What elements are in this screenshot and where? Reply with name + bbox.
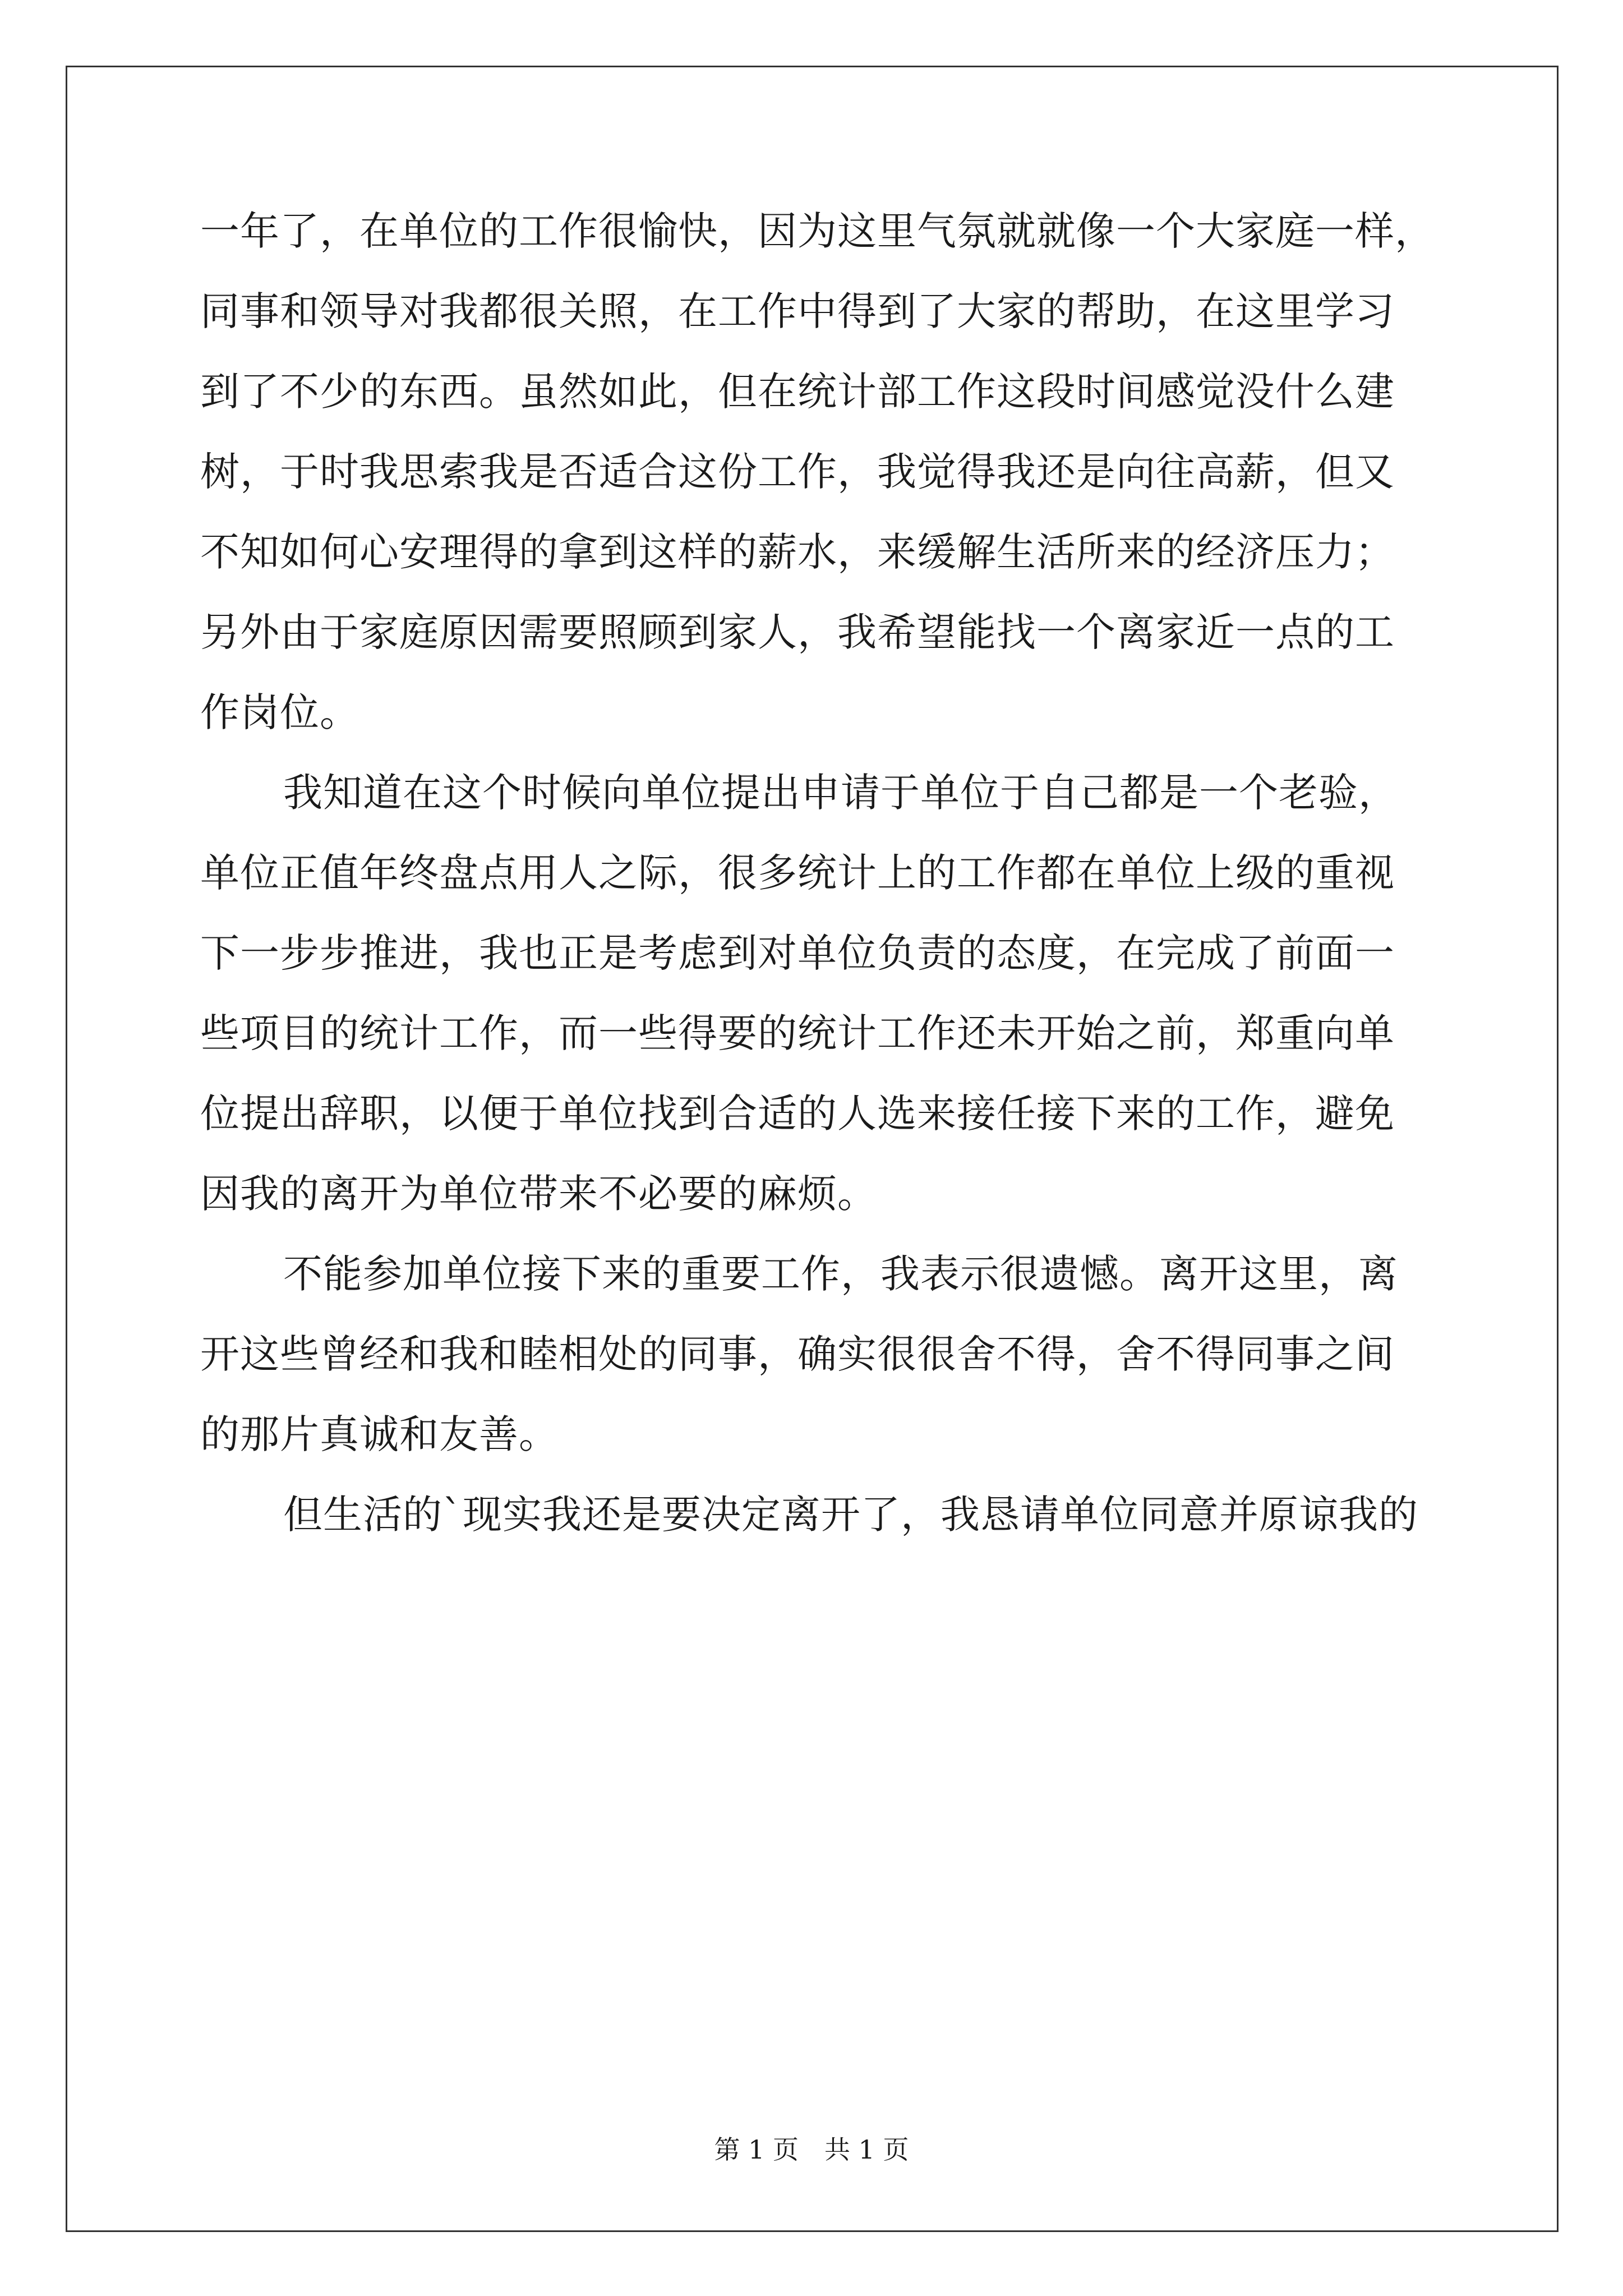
text-line: 位提出辞职，以便于单位找到合适的人选来接任接下来的工作，避免 — [200, 1091, 1395, 1137]
text-line: 另外由于家庭原因需要照顾到家人，我希望能找一个离家近一点的工 — [200, 609, 1395, 655]
page-footer: 第 1 页 共 1 页 — [714, 2134, 909, 2165]
paragraph-4 — [200, 1487, 1434, 1567]
text-line: 下一步步推进，我也正是考虑到对单位负责的态度，在完成了前面一 — [200, 930, 1395, 976]
text-line: 开这些曾经和我和睦相处的同事，确实很很舍不得，舍不得同事之间 — [200, 1331, 1395, 1377]
text-line: 些项目的统计工作，而一些得要的统计工作还未开始之前，郑重向单 — [200, 1010, 1395, 1056]
text-line: 单位正值年终盘点用人之际，很多统计上的工作都在单位上级的重视 — [200, 850, 1395, 896]
text-line: 作岗位。 — [200, 689, 359, 735]
document-body — [200, 203, 1434, 1567]
text-line: 同事和领导对我都很关照，在工作中得到了大家的帮助，在这里学习 — [200, 288, 1395, 334]
text-line: 不能参加单位接下来的重要工作，我表示很遗憾。离开这里，离 — [283, 1251, 1398, 1297]
text-line: 树，于时我思索我是否适合这份工作，我觉得我还是向往高薪，但又 — [200, 449, 1395, 495]
text-line: 我知道在这个时候向单位提出申请于单位于自己都是一个老验， — [283, 770, 1398, 816]
text-line: 的那片真诚和友善。 — [200, 1411, 559, 1457]
paragraph-3 — [200, 1246, 1434, 1487]
paragraph-1 — [200, 203, 1434, 765]
text-line: 一年了，在单位的工作很愉快，因为这里气氛就就像一个大家庭一样， — [200, 208, 1435, 254]
text-line: 因我的离开为单位带来不必要的麻烦。 — [200, 1171, 877, 1217]
text-line: 到了不少的东西。虽然如此，但在统计部工作这段时间感觉没什么建 — [200, 369, 1395, 415]
text-line: 不知如何心安理得的拿到这样的薪水，来缓解生活所来的经济压力； — [200, 529, 1395, 575]
paragraph-2 — [200, 765, 1434, 1246]
text-line: 但生活的`现实我还是要决定离开了，我恳请单位同意并原谅我的 — [283, 1492, 1418, 1538]
